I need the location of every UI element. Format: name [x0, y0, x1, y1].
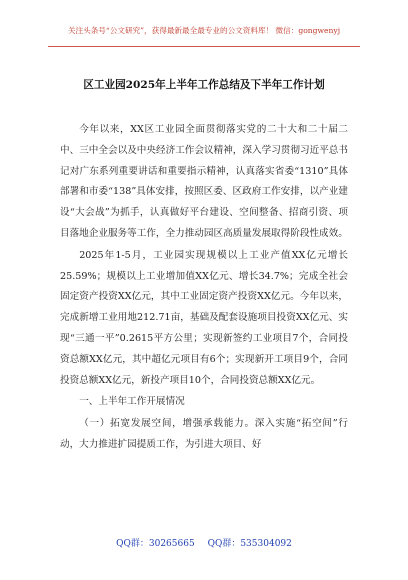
document-body — [60, 120, 348, 456]
qq-group-1: QQ群：30265665 — [116, 539, 195, 549]
section-heading: 一、上半年工作开展情况 — [79, 396, 185, 408]
paragraph-intro: 今年以来，XX区工业园全面贯彻落实党的二十大和二十届二中、三中全会以及中央经济工作会议精神，深入学习贯彻习近平总书记对广东系列重要讲话和重要指示精神，认真落实省委“1310”具体部署和市委“138”具体安排，按照区委、区政府工作安排，以产业建设“大会战”为抓手，认真做好平台建设、空间整备、招商引资、项目落地企业服务等工作，全力推动园区高质量发展取得阶段性成效。 — [60, 124, 348, 239]
header-banner: 关注头条号“公文研究”，获得最新最全最专业的公文资料库！ 微信：gongwenyj — [67, 26, 341, 35]
header-divider — [48, 46, 360, 47]
document-title: 区工业园2025年上半年工作总结及下半年工作计划 — [83, 79, 325, 91]
paragraph-subsection-1: （一）拓宽发展空间，增强承载能力。深入实施“拓空间”行动，大力推进扩园提质工作，为引进大项目、好 — [60, 418, 348, 450]
paragraph-statistics: 2025年1-5月，工业园实现规模以上工业产值XX亿元增长25.59%；规模以上工业增加值XX亿元、增长34.7%；完成全社会固定资产投资XX亿元，其中工业固定资产投资XX亿元。今年以来，完成新增工业用地212.71亩，基础及配套设施项目投资XX亿元、实现“三通一平”0.2615平方公里；实现新签约工业项目7个，合同投资总额XX亿元，其中超亿元项目有6个；实现新开工项目9个，合同投资总额XX亿元，新投产项目10个，合同投资总额XX亿元。 — [60, 249, 348, 386]
qq-group-2: QQ群：535304092 — [207, 539, 292, 549]
footer-contact — [0, 538, 408, 550]
